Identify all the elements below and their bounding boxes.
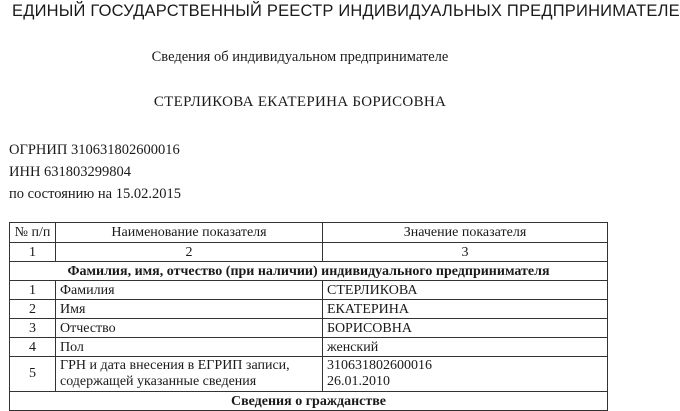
row-indicator-value: СТЕРЛИКОВА [323, 281, 608, 300]
next-section-title: Сведения о гражданстве [10, 392, 608, 411]
inn-line: ИНН 631803299804 [9, 164, 132, 180]
table-row [10, 319, 608, 338]
table-row [10, 338, 608, 357]
row-number: 1 [10, 281, 56, 300]
header-number: № п/п [10, 223, 56, 243]
as-of-date-line: по состоянию на 15.02.2015 [9, 186, 181, 202]
row-number: 5 [10, 357, 56, 392]
row-indicator-name: Отчество [56, 319, 323, 338]
table-row [10, 281, 608, 300]
column-index-row [10, 243, 608, 262]
row-indicator-name-line: содержащей указанные сведения [60, 374, 257, 389]
table-header-row [10, 223, 608, 243]
grn-value: 310631802600016 [327, 358, 432, 373]
table-row [10, 357, 608, 392]
ogrnip-line: ОГРНИП 310631802600016 [9, 142, 180, 158]
document-subtitle: Сведения об индивидуальном предпринимателе [151, 49, 449, 65]
entry-date-value: 26.01.2010 [327, 374, 390, 389]
column-index-cell: 1 [10, 243, 56, 262]
header-indicator-name: Наименование показателя [56, 223, 323, 243]
row-indicator-value [323, 357, 608, 392]
column-index-cell: 3 [323, 243, 608, 262]
column-index-cell: 2 [56, 243, 323, 262]
section-row [10, 392, 608, 411]
registry-title: ЕДИНЫЙ ГОСУДАРСТВЕННЫЙ РЕЕСТР ИНДИВИДУАЛЬНЫХ ПРЕДПРИНИМАТЕЛЕ [12, 2, 680, 20]
row-indicator-value: женский [323, 338, 608, 357]
row-indicator-value: БОРИСОВНА [323, 319, 608, 338]
header-indicator-value: Значение показателя [323, 223, 608, 243]
row-indicator-name [56, 357, 323, 392]
entrepreneur-name: СТЕРЛИКОВА ЕКАТЕРИНА БОРИСОВНА [153, 94, 447, 110]
row-indicator-name: Фамилия [56, 281, 323, 300]
row-number: 2 [10, 300, 56, 319]
row-indicator-name: Имя [56, 300, 323, 319]
entrepreneur-info-table [9, 222, 608, 411]
section-row [10, 262, 608, 281]
row-number: 4 [10, 338, 56, 357]
row-indicator-name-line: ГРН и дата внесения в ЕГРИП записи, [60, 358, 290, 373]
row-indicator-value: ЕКАТЕРИНА [323, 300, 608, 319]
row-number: 3 [10, 319, 56, 338]
section-title: Фамилия, имя, отчество (при наличии) индивидуального предпринимателя [10, 262, 608, 281]
row-indicator-name: Пол [56, 338, 323, 357]
table-row [10, 300, 608, 319]
